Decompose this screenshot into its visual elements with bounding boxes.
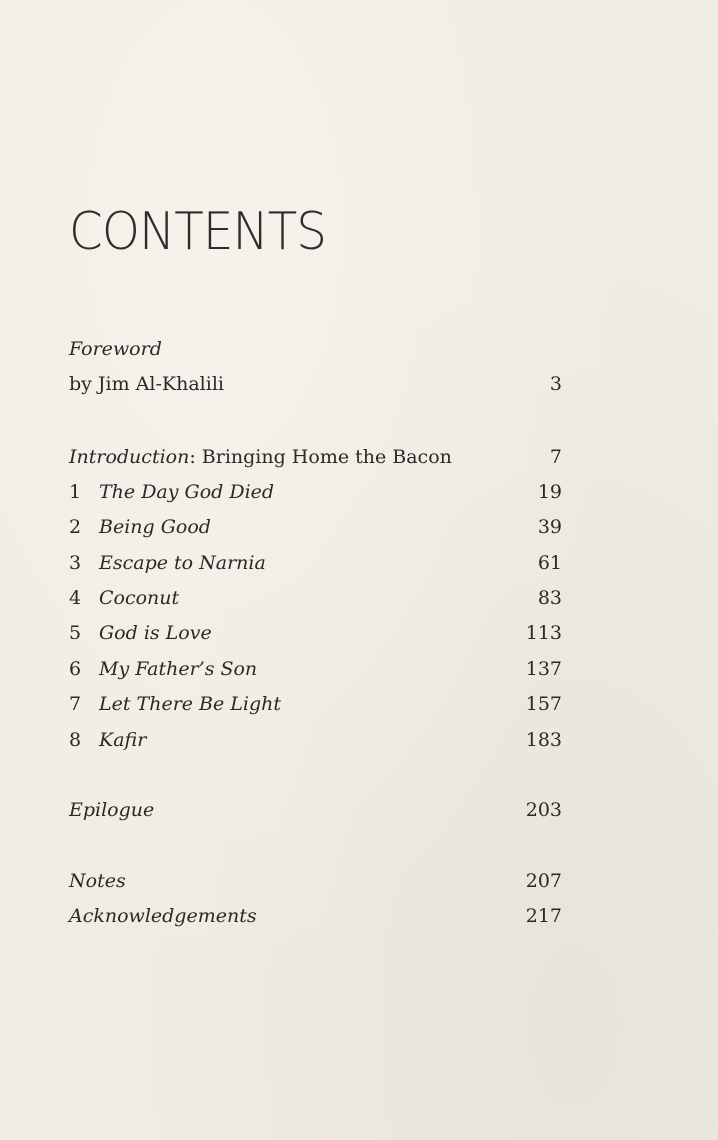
- toc-entry-introduction: [69, 443, 562, 471]
- page-title: CONTENTS: [69, 202, 327, 262]
- toc-entry-chapter: [69, 726, 562, 754]
- chapter-title: The Day God Died: [99, 481, 275, 503]
- chapter-page: 39: [537, 516, 562, 538]
- introduction-label-italic: Introduction: [69, 446, 190, 468]
- chapter-title: Escape to Narnia: [99, 552, 266, 574]
- chapter-title: Kafir: [99, 729, 147, 751]
- chapter-title: Let There Be Light: [99, 693, 282, 715]
- acknowledgements-label: Acknowledgements: [69, 905, 257, 927]
- chapter-page: 183: [525, 729, 562, 751]
- chapter-page: 157: [525, 693, 562, 715]
- toc-entry-epilogue: [69, 796, 562, 824]
- chapter-page: 61: [537, 552, 562, 574]
- chapter-number: 7: [69, 693, 82, 715]
- toc-entry-chapter: [69, 513, 562, 541]
- toc-entry-foreword-byline: [69, 370, 562, 398]
- chapter-title: My Father’s Son: [99, 658, 258, 680]
- chapter-page: 19: [537, 481, 562, 503]
- foreword-page: 3: [549, 373, 562, 395]
- chapter-page: 137: [525, 658, 562, 680]
- toc-entry-notes: [69, 867, 562, 895]
- chapter-page: 113: [525, 622, 562, 644]
- foreword-byline: by Jim Al-Khalili: [69, 373, 224, 395]
- chapter-number: 8: [69, 729, 82, 751]
- epilogue-page: 203: [525, 799, 562, 821]
- toc-entry-chapter: [69, 584, 562, 612]
- toc-entry-foreword: [69, 335, 562, 363]
- chapter-number: 3: [69, 552, 82, 574]
- toc-entry-chapter: [69, 655, 562, 683]
- introduction-label: [69, 443, 452, 471]
- notes-page: 207: [525, 870, 562, 892]
- chapter-number: 2: [69, 516, 82, 538]
- chapter-title: God is Love: [99, 622, 212, 644]
- chapter-number: 6: [69, 658, 82, 680]
- toc-entry-acknowledgements: [69, 902, 562, 930]
- toc-entry-chapter: [69, 690, 562, 718]
- chapter-title: Coconut: [99, 587, 180, 609]
- introduction-page: 7: [549, 446, 562, 468]
- chapter-number: 4: [69, 587, 82, 609]
- chapter-number: 1: [69, 481, 82, 503]
- notes-label: Notes: [69, 870, 126, 892]
- chapter-page: 83: [537, 587, 562, 609]
- toc-entry-chapter: [69, 478, 562, 506]
- toc-entry-chapter: [69, 549, 562, 577]
- chapter-title: Being Good: [99, 516, 211, 538]
- epilogue-label: Epilogue: [69, 799, 155, 821]
- toc-entry-chapter: [69, 619, 562, 647]
- foreword-label: Foreword: [69, 338, 162, 360]
- chapter-number: 5: [69, 622, 82, 644]
- introduction-label-rest: : Bringing Home the Bacon: [189, 446, 452, 468]
- acknowledgements-page: 217: [525, 905, 562, 927]
